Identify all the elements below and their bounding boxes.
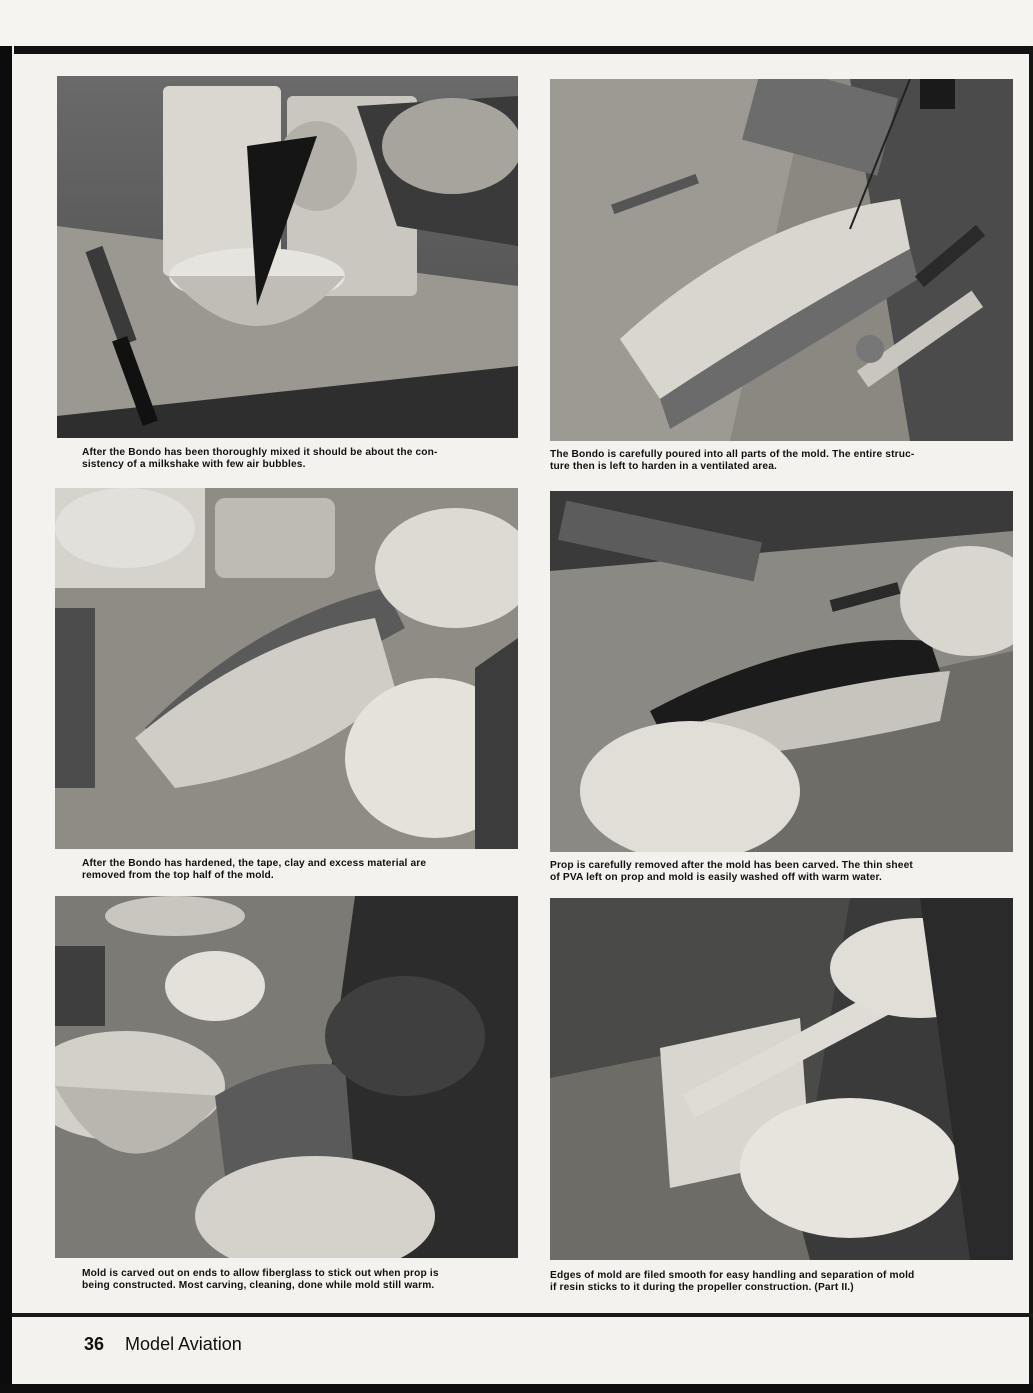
scan-bottom-edge: [0, 1384, 1033, 1393]
caption-line: of PVA left on prop and mold is easily washed off with warm water.: [550, 872, 882, 883]
caption-line: sistency of a milkshake with few air bubbles.: [82, 459, 306, 470]
caption-line: removed from the top half of the mold.: [82, 870, 274, 881]
caption-pouring-mold: [550, 449, 986, 473]
page-footer: [84, 1334, 242, 1355]
top-rule: [14, 46, 1033, 54]
photo-filing-edges: [550, 898, 1013, 1260]
photo-removing-prop: [550, 491, 1013, 852]
caption-removing-tape: [82, 858, 518, 882]
caption-line: if resin sticks to it during the propeller construction. (Part II.): [550, 1282, 854, 1293]
page-number: 36: [84, 1334, 105, 1354]
photo-removing-tape: [55, 488, 518, 849]
caption-removing-prop: [550, 860, 986, 884]
photo-pouring-mold: [550, 79, 1013, 441]
caption-line: Edges of mold are filed smooth for easy handling and separation of mold: [550, 1270, 915, 1281]
page-top-margin: [0, 0, 1033, 46]
scan-right-edge: [1029, 46, 1033, 1393]
caption-line: Prop is carefully removed after the mold has been carved. The thin sheet: [550, 860, 913, 871]
photo-mixing-bondo: [57, 76, 518, 438]
caption-mixing-bondo: [82, 447, 518, 471]
photo-carving-mold: [55, 896, 518, 1258]
caption-line: The Bondo is carefully poured into all parts of the mold. The entire struc-: [550, 449, 915, 460]
caption-line: ture then is left to harden in a ventilated area.: [550, 461, 777, 472]
bottom-rule: [12, 1313, 1033, 1317]
magazine-title: Model Aviation: [125, 1334, 242, 1354]
scan-left-edge: [0, 46, 12, 1393]
caption-line: being constructed. Most carving, cleaning, done while mold still warm.: [82, 1280, 435, 1291]
caption-line: Mold is carved out on ends to allow fiberglass to stick out when prop is: [82, 1268, 439, 1279]
caption-carving-mold: [82, 1268, 518, 1292]
caption-line: After the Bondo has hardened, the tape, clay and excess material are: [82, 858, 427, 869]
caption-line: After the Bondo has been thoroughly mixed it should be about the con-: [82, 447, 438, 458]
caption-filing-edges: [550, 1270, 986, 1294]
